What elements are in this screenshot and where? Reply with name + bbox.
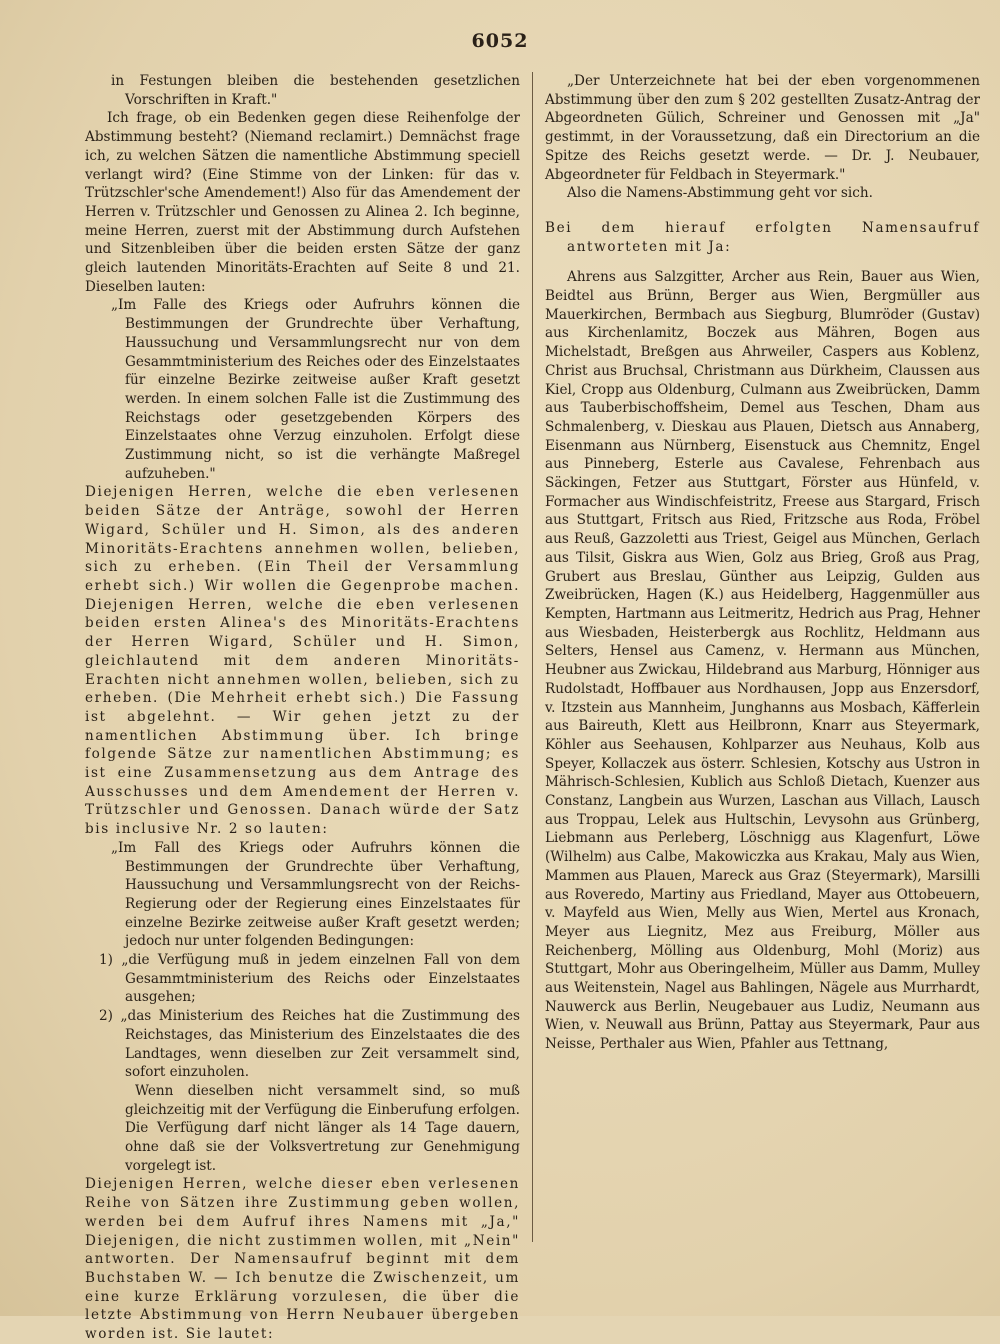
paragraph: Diejenigen Herren, welche dieser eben verlesenen Reihe von Sätzen ihre Zustimmung geben wollen, werden bei dem Aufruf ihres Namens mit „Ja," Diejenigen, die nicht zustimmen wollen, mit „Nein" antworten. Der Namensaufruf beginnt mit dem Buchstaben W. — Ich benutze die Zwischenzeit, um eine kurze Erklärung vorzulesen, die über die letzte Abstimmung von Herrn Neubauer übergeben worden ist. Sie lautet: (85, 1176, 520, 1343)
paragraph: in Festungen bleiben die bestehenden gesetzlichen Vorschriften in Kraft." (111, 73, 520, 108)
left-column (85, 72, 520, 1344)
paragraph: Ich frage, ob ein Bedenken gegen diese Reihenfolge der Abstimmung besteht? (Niemand reclamirt.) Demnächst frage ich, zu welchen Sätzen die namentliche Abstimmung speciell verlangt wird? (Eine Stimme von der Linken: für das v. Trützschler'sche Amendement!) Also für das Amendement der Herren v. Trützschler und Genossen zu Alinea 2. Ich beginne, meine Herren, zuerst mit der Abstimmung durch Aufstehen und Sitzenbleiben über die beiden ersten Sätze der ganz gleich lautenden Minoritäts-Erachten auf Seite 8 und 21. Dieselben lauten: (85, 110, 520, 295)
name-list: Ahrens aus Salzgitter, Archer aus Rein, Bauer aus Wien, Beidtel aus Brünn, Berger aus Wien, Bergmüller aus Mauerkirchen, Bermbach aus Siegburg, Blumröder (Gustav) aus Kirchenlamitz, Boczek aus Mähren, Bogen aus Michelstadt, Breßgen aus Ahrweiler, Caspers aus Koblenz, Christ aus Bruchsal, Christmann aus Dürkheim, Claussen aus Kiel, Cropp aus Oldenburg, Culmann aus Zweibrücken, Damm aus Tauberbischoffsheim, Demel aus Teschen, Dham aus Schmalenberg, v. Dieskau aus Plauen, Dietsch aus Annaberg, Eisenmann aus Nürnberg, Eisenstuck aus Chemnitz, Engel aus Pinneberg, Esterle aus Cavalese, Fehrenbach aus Säckingen, Fetzer aus Stuttgart, Förster aus Hünfeld, v. Formacher aus Windischfeistritz, Freese aus Stargard, Frisch aus Stuttgart, Fritsch aus Ried, Fritzsche aus Roda, Fröbel aus Reuß, Gazzoletti aus Triest, Geigel aus München, Gerlach aus Tilsit, Giskra aus Wien, Golz aus Brieg, Groß aus Prag, Grubert aus Breslau, Günther aus Leipzig, Gulden aus Zweibrücken, Hagen (K.) aus Heidelberg, Haggenmüller aus Kempten, Hartmann aus Leitmeritz, Hedrich aus Prag, Hehner aus Wiesbaden, Heisterbergk aus Rochlitz, Heldmann aus Selters, Hensel aus Camenz, v. Hermann aus München, Heubner aus Zwickau, Hildebrand aus Marburg, Hönniger aus Rudolstadt, Hoffbauer aus Nordhausen, Jopp aus Enzersdorf, v. Itzstein aus Mannheim, Junghanns aus Mosbach, Käfferlein aus Baireuth, Klett aus Heilbronn, Knarr aus Steyermark, Köhler aus Seehausen, Kohlparzer aus Neuhaus, Kolb aus Speyer, Kollaczek aus österr. Schlesien, Kotschy aus Ustron in Mährisch-Schlesien, Kublich aus Schloß Dietach, Kuenzer aus Constanz, Langbein aus Wurzen, Laschan aus Villach, Lausch aus Troppau, Lelek aus Hultschin, Levysohn aus Grünberg, Liebmann aus Perleberg, Löschnigg aus Klagenfurt, Löwe (Wilhelm) aus Calbe, Makowiczka aus Krakau, Maly aus Wien, Mammen aus Plauen, Mareck aus Graz (Steyermark), Marsilli aus Roveredo, Martiny aus Friedland, Mayer aus Ottobeuern, v. Mayfeld aus Wien, Melly aus Wien, Mertel aus Kronach, Meyer aus Liegnitz, Mez aus Freiburg, Möller aus Reichenberg, Mölling aus Oldenburg, Mohl (Moriz) aus Stuttgart, Mohr aus Oberingelheim, Müller aus Damm, Mulley aus Weitenstein, Nagel aus Bahlingen, Nägele aus Murrhardt, Nauwerck aus Berlin, Neugebauer aus Ludiz, Neumann aus Wien, v. Neuwall aus Brünn, Pattay aus Steyermark, Paur aus Neisse, Perthaler aus Wien, Pfahler aus Tettnang, (545, 269, 980, 1053)
section-heading: Bei dem hierauf erfolgten Namensaufruf antworteten mit Ja: (545, 219, 980, 255)
statement: „Der Unterzeichnete hat bei der eben vorgenommenen Abstimmung über den zum § 202 gestellten Zusatz-Antrag der Abgeordneten Gülich, Schreiner und Genossen mit „Ja" gestimmt, in der Voraussetzung, daß ein Directorium an die Spitze des Reichs gesetzt werde. — Dr. J. Neubauer, Abgeordneter für Feldbach in Steyermark." (545, 73, 980, 183)
right-column (545, 72, 980, 1054)
quote-paragraph: „Im Fall des Kriegs oder Aufruhrs können die Bestimmungen der Grundrechte über Verhaftung, Haussuchung und Versammlungsrecht von der Reichs-Regierung oder der Regierung eines Einzelstaates für einzelne Bezirke zeitweise außer Kraft gesetzt werden; jedoch nur unter folgenden Bedingungen: (111, 839, 520, 950)
note: Also die Namens-Abstimmung geht vor sich. (567, 185, 873, 202)
quote-paragraph: Wenn dieselben nicht versammelt sind, so muß gleichzeitig mit der Verfügung die Einberufung erfolgen. Die Verfügung darf nicht länger als 14 Tage dauern, ohne daß sie der Volksvertretung zur Genehmigung vorgelegt ist. (125, 1082, 520, 1174)
enumerated-item: 1) „die Verfügung muß in jedem einzelnen Fall von dem Gesammtministerium des Reichs oder Einzelstaates ausgehen; (99, 952, 520, 1006)
page-number: 6052 (471, 30, 529, 52)
enumerated-item: 2) „das Ministerium des Reiches hat die Zustimmung des Reichstages, das Ministerium des Einzelstaates die des Landtages, wenn dieselben zur Zeit versammelt sind, sofort einzuholen. (99, 1008, 520, 1081)
paragraph: Diejenigen Herren, welche die eben verlesenen beiden Sätze der Anträge, sowohl der Herren Wigard, Schüler und H. Simon, als des anderen Minoritäts-Erachtens annehmen wollen, belieben, sich zu erheben. (Ein Theil der Versammlung erhebt sich.) Wir wollen die Gegenprobe machen. Diejenigen Herren, welche die eben verlesenen beiden ersten Alinea's des Minoritäts-Erachtens der Herren Wigard, Schüler und H. Simon, gleichlautend mit dem anderen Minoritäts-Erachten nicht annehmen wollen, belieben, sich zu erheben. (Die Mehrheit erhebt sich.) Die Fassung ist abgelehnt. — Wir gehen jetzt zu der namentlichen Abstimmung über. Ich bringe folgende Sätze zur namentlichen Abstimmung; es ist eine Zusammensetzung aus dem Antrage des Ausschusses und dem Amendement der Herren v. Trützschler und Genossen. Danach würde der Satz bis inclusive Nr. 2 so lauten: (85, 484, 520, 838)
quote-paragraph: „Im Falle des Kriegs oder Aufruhrs können die Bestimmungen der Grundrechte über Verhaftung, Haussuchung und Versammlungsrecht nur von dem Gesammtministerium des Reiches oder des Einzelstaates für einzelne Bezirke zeitweise außer Kraft gesetzt werden. In einem solchen Falle ist die Zustimmung des Reichstags oder gesetzgebenden Körpers des Einzelstaates ohne Verzug einzuholen. Erfolgt diese Zustimmung nicht, so ist die verhängte Maßregel aufzuheben." (111, 297, 520, 482)
column-divider (532, 72, 533, 1242)
